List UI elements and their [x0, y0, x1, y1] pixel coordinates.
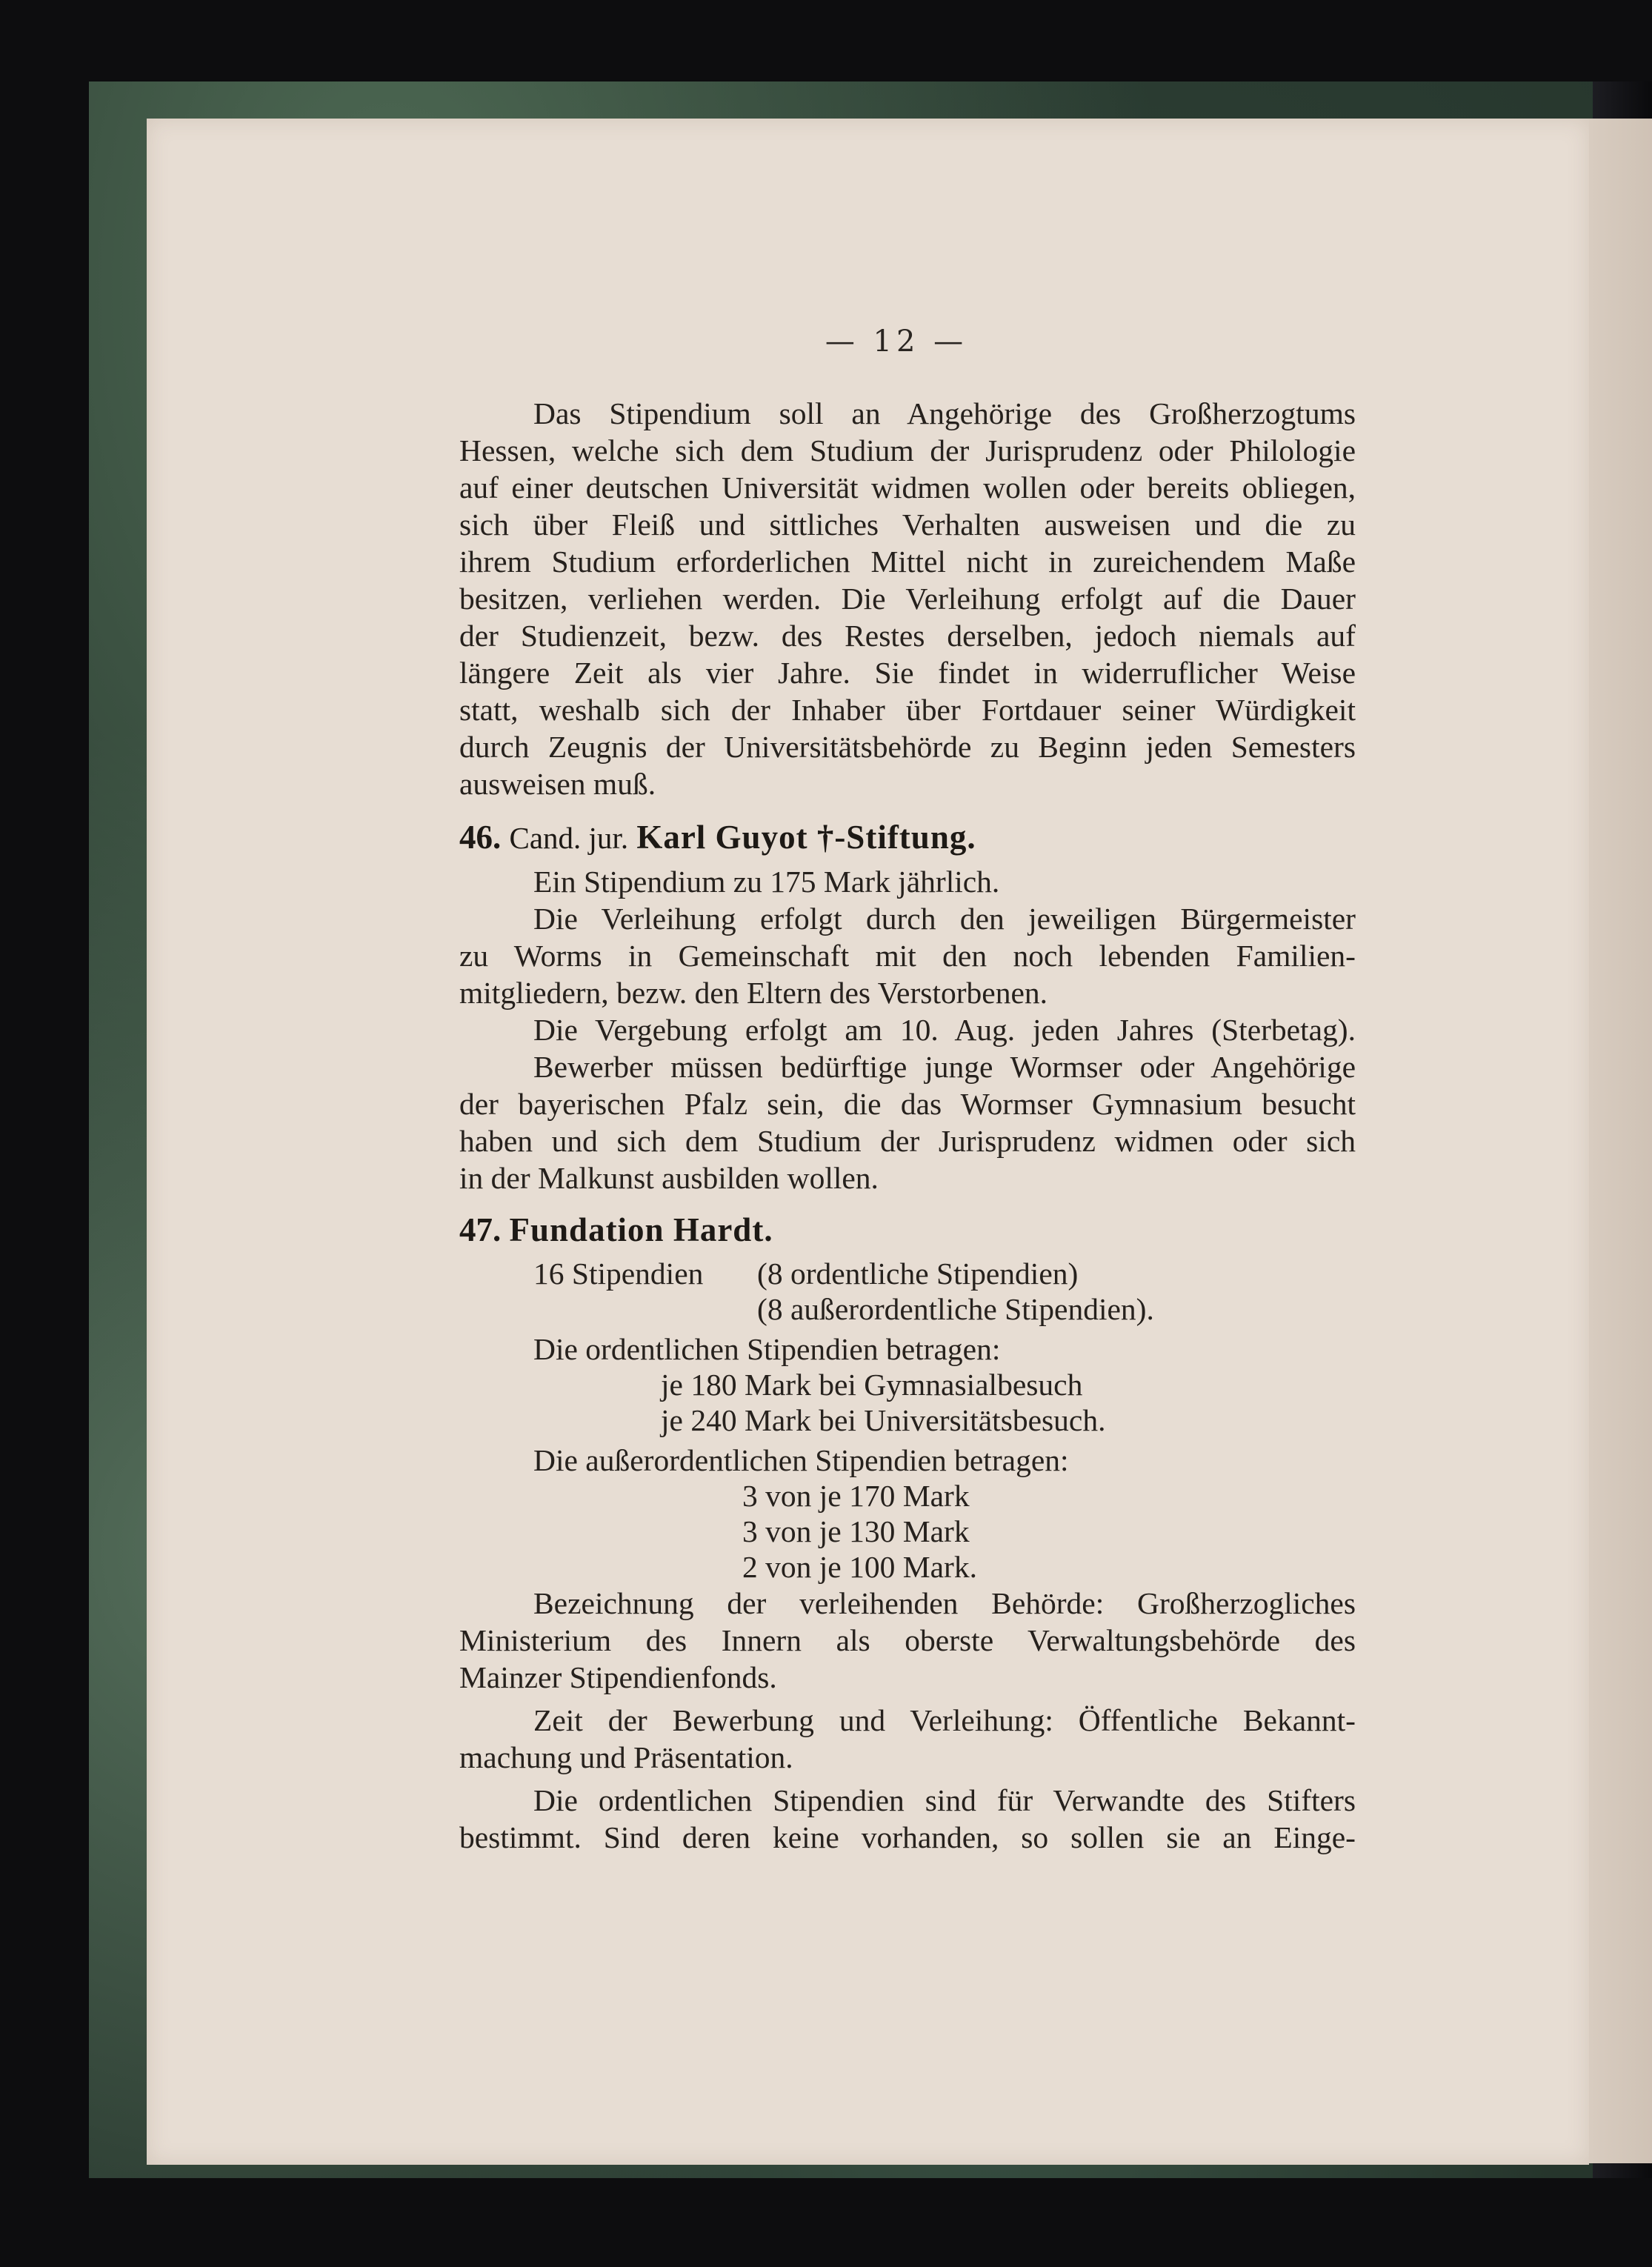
ordinary-amount-university: je 240 Mark bei Universitätsbesuch.: [661, 1403, 1106, 1437]
text-line: ihrem Studium erforderlichen Mittel nicht in zureichendem Maße: [459, 545, 1356, 579]
section-47: [459, 1204, 1356, 1856]
extraordinary-head-row: [459, 1442, 1356, 1478]
section-title: Fundation Hardt.: [509, 1211, 773, 1248]
stipend-count: 16 Stipendien: [533, 1256, 704, 1291]
intro-paragraph: [459, 395, 1356, 802]
section-number: 46.: [459, 819, 502, 856]
text-line: Ein Stipendium zu 175 Mark jährlich.: [533, 865, 1000, 899]
text-line: in der Malkunst ausbilden wollen.: [459, 1161, 879, 1195]
text-line: sich über Fleiß und sittliches Verhalten ausweisen und die zu: [459, 507, 1356, 542]
section-47-heading: [459, 1204, 1356, 1256]
ordinary-amount-row: [459, 1402, 1356, 1438]
text-line: auf einer deutschen Universität widmen wollen oder bereits obliegen,: [459, 470, 1356, 505]
text-line: Zeit der Bewerbung und Verleihung: Öffentliche Bekannt-: [533, 1703, 1356, 1737]
stipend-count-row: [459, 1256, 1356, 1291]
text-line: zu Worms in Gemeinschaft mit den noch lebenden Familien-: [459, 939, 1356, 973]
text-line: bestimmt. Sind deren keine vorhanden, so sollen sie an Einge-: [459, 1820, 1356, 1854]
text-line: haben und sich dem Studium der Jurisprudenz widmen oder sich: [459, 1124, 1356, 1158]
text-line: Bezeichnung der verleihenden Behörde: Großherzogliches: [533, 1586, 1356, 1620]
section-47-tail: [459, 1585, 1356, 1856]
section-number: 47.: [459, 1211, 502, 1248]
text-line: Hessen, welche sich dem Studium der Jurisprudenz oder Philologie: [459, 433, 1356, 467]
extraordinary-amount-row: [459, 1478, 1356, 1514]
text-line: der Studienzeit, bezw. des Restes derselben, jedoch niemals auf: [459, 619, 1356, 653]
section-title: Karl Guyot †-Stiftung.: [636, 819, 976, 856]
extraordinary-head: Die außerordentlichen Stipendien betragen:: [533, 1443, 1069, 1477]
text-line: Das Stipendium soll an Angehörige des Großherzogtums: [533, 396, 1356, 430]
extraordinary-amount: 3 von je 130 Mark: [742, 1514, 970, 1548]
stipend-count-extraordinary: (8 außerordentliche Stipendien).: [757, 1292, 1154, 1326]
extraordinary-amount: 3 von je 170 Mark: [742, 1479, 970, 1513]
ordinary-amount-row: [459, 1367, 1356, 1402]
section-46: [459, 811, 1356, 1196]
text-line: mitgliedern, bezw. den Eltern des Verstorbenen.: [459, 976, 1048, 1010]
ordinary-head: Die ordentlichen Stipendien betragen:: [533, 1332, 1001, 1366]
text-line: Mainzer Stipendienfonds.: [459, 1660, 777, 1694]
extraordinary-amount-row: [459, 1514, 1356, 1549]
extraordinary-amount: 2 von je 100 Mark.: [742, 1550, 977, 1584]
section-46-heading: [459, 811, 1356, 863]
ordinary-amount-gymnasium: je 180 Mark bei Gymnasialbesuch: [661, 1368, 1083, 1402]
page-number: — 12 —: [825, 324, 968, 359]
text-line: längere Zeit als vier Jahre. Sie findet in widerruflicher Weise: [459, 656, 1356, 690]
next-page-edge: [1589, 119, 1652, 2163]
stipend-count-ordinary: (8 ordentliche Stipendien): [757, 1256, 1079, 1291]
section-46-body: [459, 863, 1356, 1196]
text-line: Ministerium des Innern als oberste Verwaltungsbehörde des: [459, 1623, 1356, 1657]
stipend-count-row: [459, 1291, 1356, 1327]
text-line: Die Vergebung erfolgt am 10. Aug. jeden Jahres (Sterbetag).: [533, 1013, 1356, 1047]
text-line: statt, weshalb sich der Inhaber über Fortdauer seiner Würdigkeit: [459, 693, 1356, 727]
text-line: Die ordentlichen Stipendien sind für Verwandte des Stifters: [533, 1783, 1356, 1817]
section-prefix: Cand. jur.: [509, 821, 629, 855]
text-line: der bayerischen Pfalz sein, die das Wormser Gymnasium besucht: [459, 1087, 1356, 1121]
text-line: Die Verleihung erfolgt durch den jeweiligen Bürgermeister: [533, 902, 1356, 936]
text-line: Bewerber müssen bedürftige junge Wormser oder Angehörige: [533, 1050, 1356, 1084]
extraordinary-amount-row: [459, 1549, 1356, 1585]
text-line: ausweisen muß.: [459, 767, 656, 801]
ordinary-head-row: [459, 1331, 1356, 1367]
text-line: durch Zeugnis der Universitätsbehörde zu Beginn jeden Semesters: [459, 730, 1356, 764]
text-line: machung und Präsentation.: [459, 1740, 793, 1774]
text-line: besitzen, verliehen werden. Die Verleihung erfolgt auf die Dauer: [459, 582, 1356, 616]
